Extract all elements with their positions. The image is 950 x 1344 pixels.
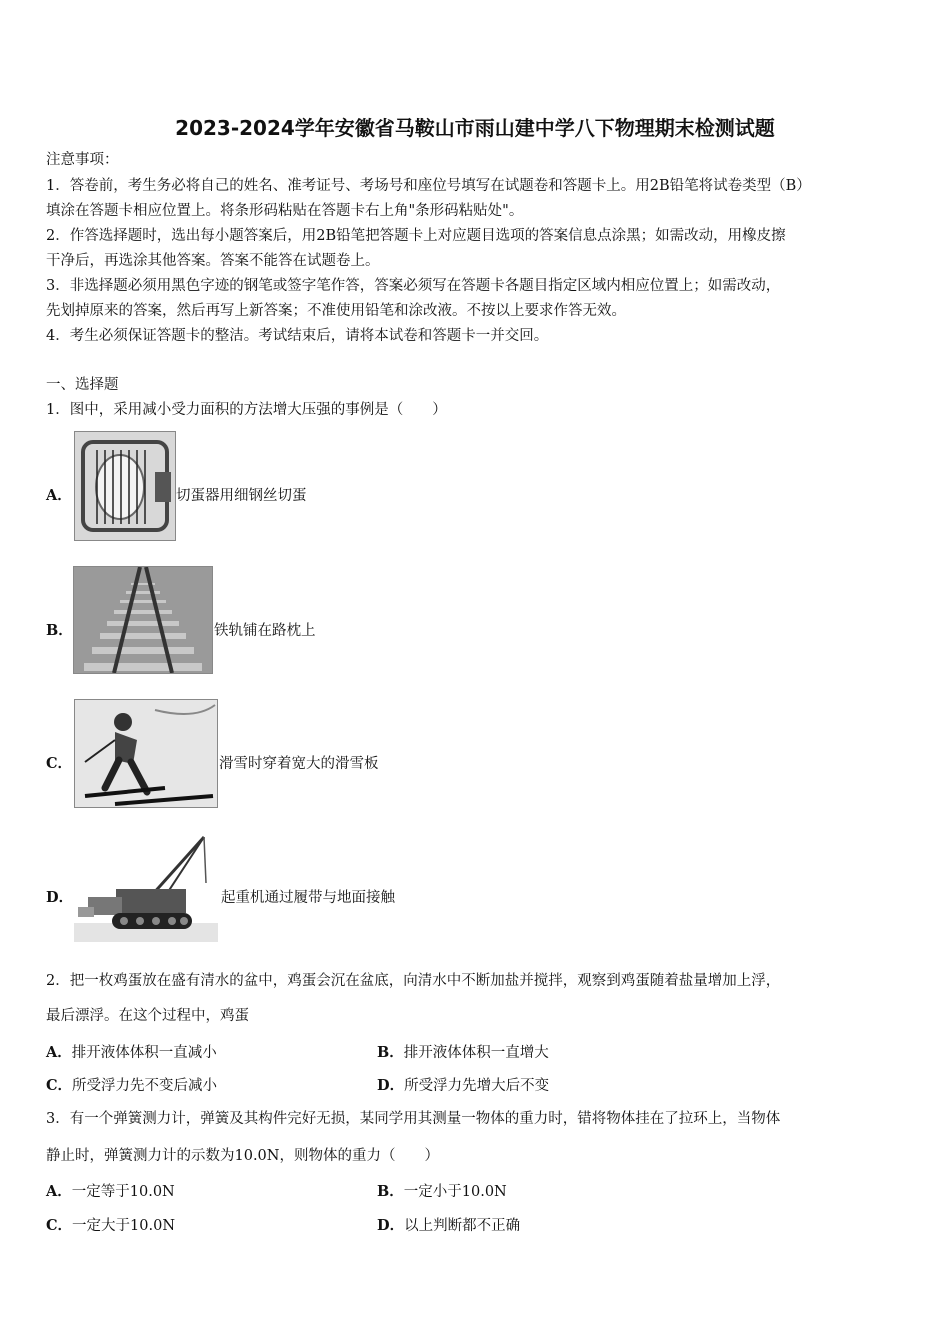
section-heading: 一、选择题 [46, 377, 119, 393]
option-d-text: 起重机通过履带与地面接触 [221, 890, 395, 906]
question-2-stem: 最后漂浮。在这个过程中，鸡蛋 [46, 1008, 249, 1024]
egg-slicer-image [74, 431, 176, 541]
q2-option-d: D．所受浮力先增大后不变 [377, 1077, 550, 1094]
q2-option-c: C．所受浮力先不变后减小 [46, 1077, 218, 1094]
option-c-letter: C． [46, 755, 73, 772]
option-c-text: 滑雪时穿着宽大的滑雪板 [219, 756, 379, 772]
q3-option-c: C．一定大于10.0N [46, 1217, 176, 1234]
notice-line: 1．答卷前，考生务必将自己的姓名、准考证号、考场号和座位号填写在试题卷和答题卡上。用2B铅笔将试卷类型（B） [46, 178, 811, 194]
option-b-letter: B． [46, 622, 73, 639]
crawler-crane-image [74, 833, 218, 942]
question-1-stem: 1．图中，采用减小受力面积的方法增大压强的事例是（ ） [46, 402, 447, 418]
skier-image [74, 699, 218, 808]
notice-line: 3．非选择题必须用黑色字迹的钢笔或签字笔作答，答案必须写在答题卡各题目指定区域内相应位置上；如需改动， [46, 278, 781, 294]
option-a-letter: A． [46, 487, 72, 504]
notice-line: 先划掉原来的答案，然后再写上新答案；不准使用铅笔和涂改液。不按以上要求作答无效。 [46, 303, 626, 319]
q2-option-b: B．排开液体体积一直增大 [377, 1044, 549, 1061]
q3-option-d: D．以上判断都不正确 [377, 1217, 521, 1234]
option-d-letter: D． [46, 889, 74, 906]
q3-option-a: A．一定等于10.0N [46, 1183, 175, 1200]
notice-line: 4．考生必须保证答题卡的整洁。考试结束后，请将本试卷和答题卡一并交回。 [46, 328, 549, 344]
notice-line: 填涂在答题卡相应位置上。将条形码粘贴在答题卡右上角"条形码粘贴处"。 [46, 203, 524, 219]
option-b-text: 铁轨铺在路枕上 [214, 623, 316, 639]
question-3-stem: 静止时，弹簧测力计的示数为10.0N，则物体的重力（ ） [46, 1148, 439, 1164]
railway-track-image [73, 566, 213, 674]
page-title: 2023-2024学年安徽省马鞍山市雨山建中学八下物理期末检测试题 [175, 116, 775, 140]
question-3-stem: 3．有一个弹簧测力计，弹簧及其构件完好无损，某同学用其测量一物体的重力时，错将物体挂在了拉环上，当物体 [46, 1111, 781, 1127]
q2-option-a: A．排开液体体积一直减小 [46, 1044, 217, 1061]
option-a-text: 切蛋器用细钢丝切蛋 [176, 488, 307, 504]
notice-line: 干净后，再选涂其他答案。答案不能答在试题卷上。 [46, 253, 380, 269]
notice-line: 2．作答选择题时，选出每小题答案后，用2B铅笔把答题卡上对应题目选项的答案信息点涂黑；如需改动，用橡皮擦 [46, 228, 786, 244]
q3-option-b: B．一定小于10.0N [377, 1183, 507, 1200]
notice-heading: 注意事项： [46, 152, 119, 168]
question-2-stem: 2．把一枚鸡蛋放在盛有清水的盆中，鸡蛋会沉在盆底，向清水中不断加盐并搅拌，观察到鸡蛋随着盐量增加上浮， [46, 973, 781, 989]
